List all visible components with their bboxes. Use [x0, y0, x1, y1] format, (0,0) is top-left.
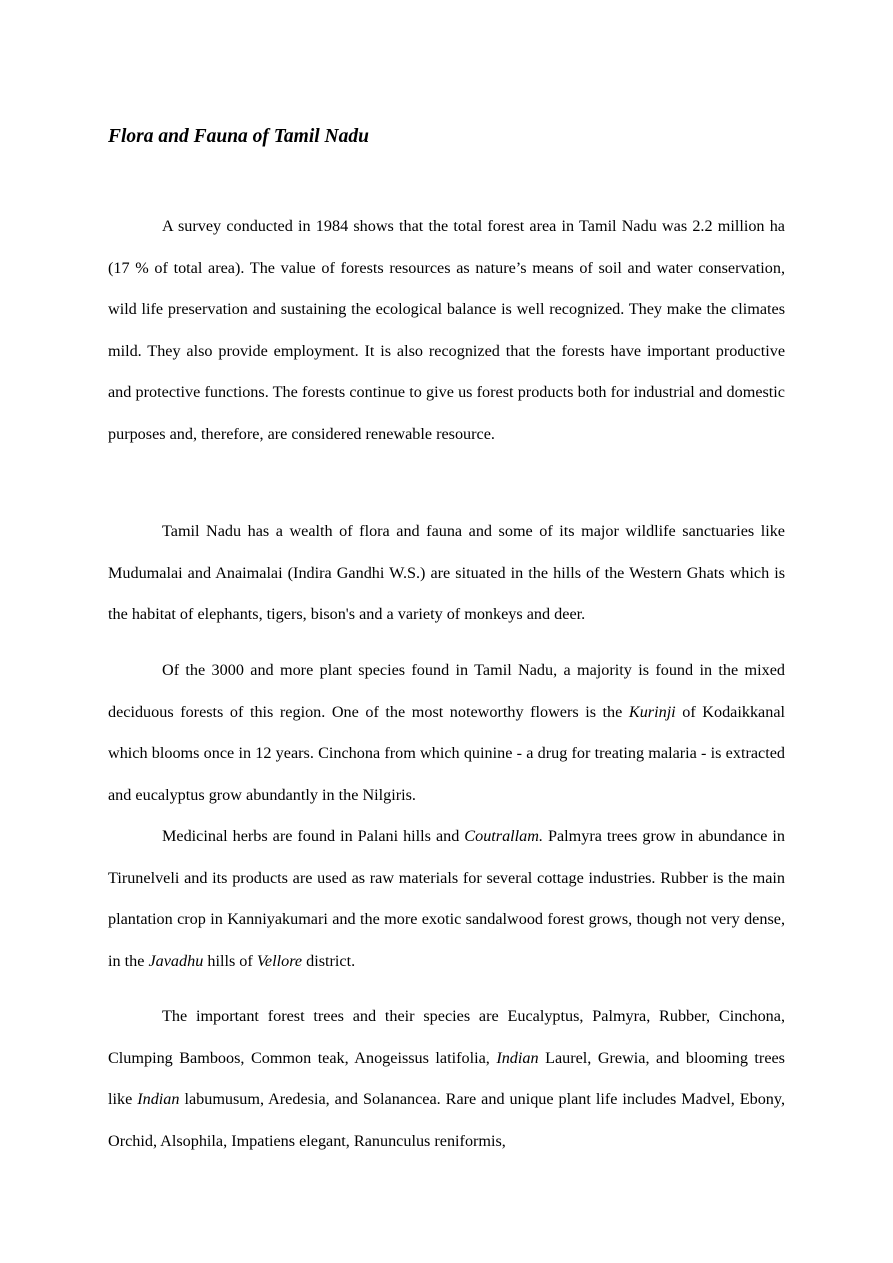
paragraph-text: Medicinal herbs are found in Palani hills and: [162, 827, 465, 845]
paragraph-text: Palmyra trees grow in abundance in Tirunelveli and its products are used as raw materials for several cottage industries. Rubber is the main plantation crop in Kanniyakumari and the more exotic sandalwood forest grows, though not very dense, in the: [108, 827, 785, 970]
paragraph-forest-trees: [108, 996, 785, 1162]
paragraph-plant-species: [108, 650, 785, 816]
italic-term-kurinji: Kurinji: [628, 702, 676, 721]
paragraph-medicinal-herbs: [108, 816, 785, 982]
italic-term-indian: Indian: [137, 1090, 180, 1108]
paragraph-forest-area: [108, 206, 785, 455]
paragraph-text: Of the 3000 and more plant species found in Tamil Nadu, a majority is found in the mixed deciduous forests of this region. One of the most noteworthy flowers is the: [108, 661, 785, 721]
paragraph-text: labumusum, Aredesia, and Solanancea. Rare and unique plant life includes Madvel, Ebony, Orchid, Alsophila, Impatiens elegant, Ranunculus reniformis,: [108, 1090, 785, 1150]
italic-term-vellore: Vellore: [256, 951, 303, 970]
paragraph-text: Laurel, Grewia, and blooming trees like: [108, 1048, 785, 1108]
paragraph-wildlife-sanctuaries: [108, 511, 785, 636]
paragraph-text: district.: [302, 951, 356, 970]
paragraph-text: Tamil Nadu has a wealth of flora and fauna and some of its major wildlife sanctuaries like Mudumalai and Anaimalai (Indira Gandhi W.S.) are situated in the hills of the Western Ghats which is the habitat of elephants, tigers, bison's and a variety of monkeys and deer.: [108, 522, 785, 623]
paragraph-text: A survey conducted in 1984 shows that the total forest area in Tamil Nadu was 2.2 million ha (17 % of total area). The value of forests resources as nature’s means of soil and water conservation, wild life preservation and sustaining the ecological balance is well recognized. They make the climates mild. They also provide employment. It is also recognized that the forests have important productive and protective functions. The forests continue to give us forest products both for industrial and domestic purposes and, therefore, are considered renewable resource.: [108, 217, 785, 443]
paragraph-text: of Kodaikkanal which blooms once in 12 years. Cinchona from which quinine - a drug for treating malaria - is extracted and eucalyptus grow abundantly in the Nilgiris.: [108, 702, 785, 804]
document-title: Flora and Fauna of Tamil Nadu: [108, 126, 369, 147]
italic-term-javadhu: Javadhu: [148, 951, 204, 970]
italic-term-indian: Indian: [496, 1048, 539, 1067]
paragraph-text: hills of: [203, 951, 257, 970]
italic-term-coutrallam: Coutrallam.: [464, 827, 543, 845]
paragraph-text: The important forest trees and their species are Eucalyptus, Palmyra, Rubber, Cinchona, Clumping Bamboos, Common teak, Anogeissus latifolia,: [108, 1007, 785, 1067]
